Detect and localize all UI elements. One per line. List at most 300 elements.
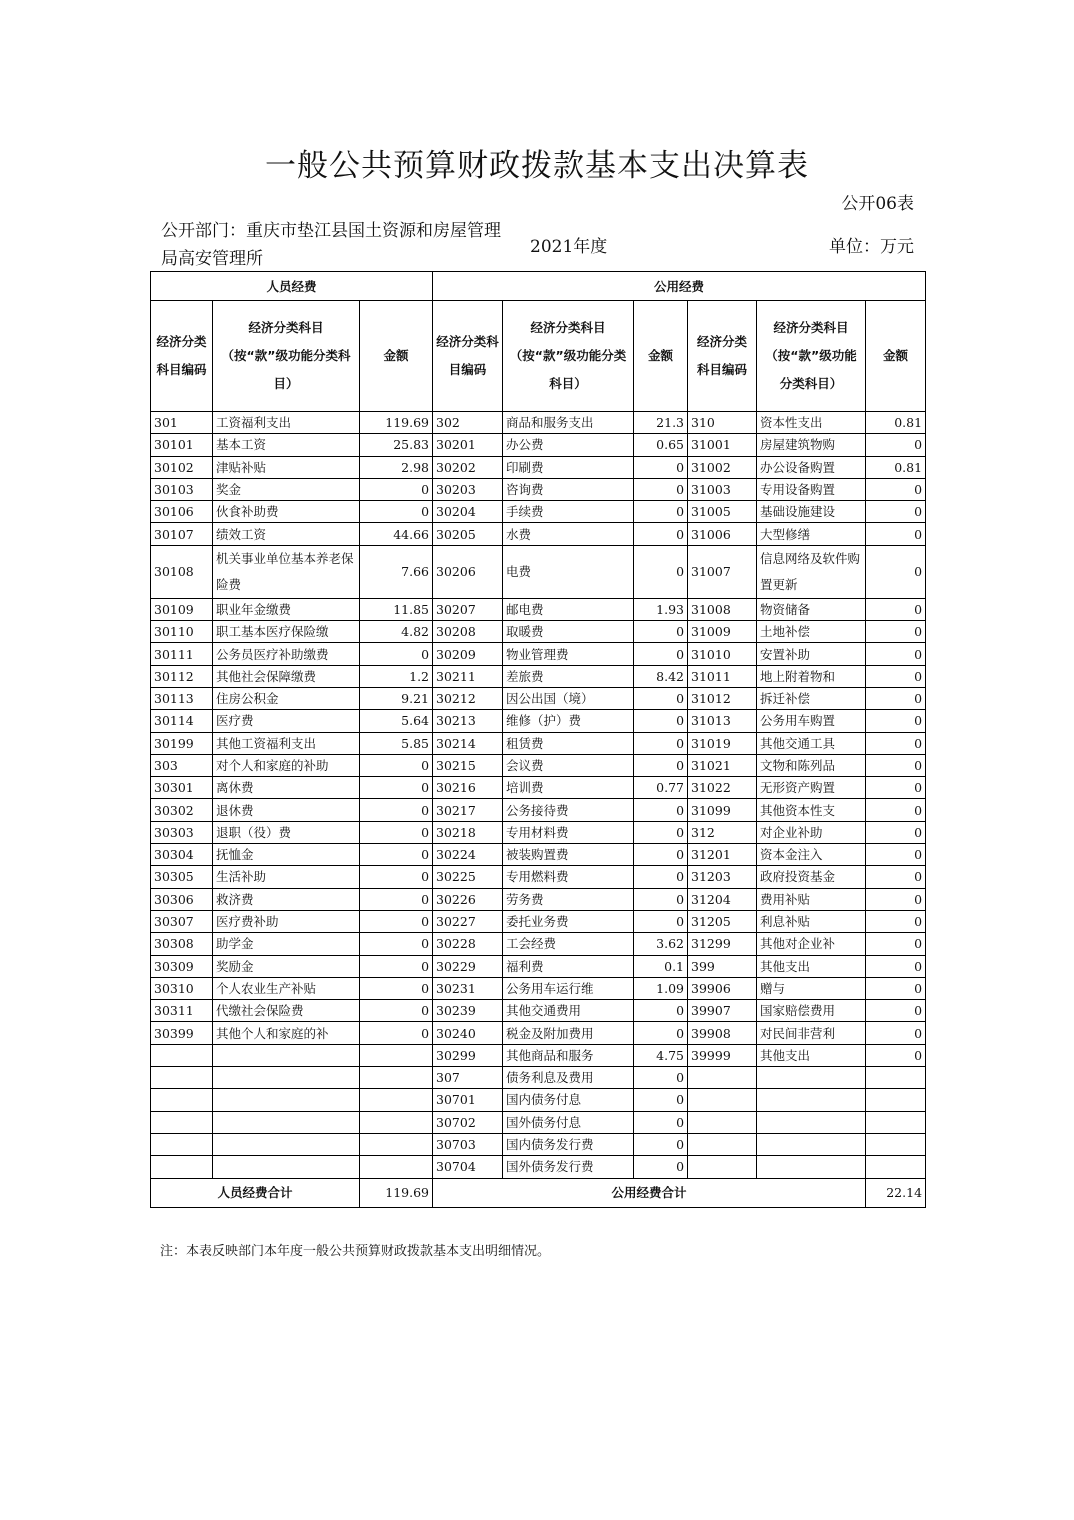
name-cell: 文物和陈列品 bbox=[757, 754, 866, 776]
name-cell: 职工基本医疗保险缴 bbox=[213, 621, 360, 643]
code-cell: 31204 bbox=[688, 888, 757, 910]
code-cell: 31203 bbox=[688, 866, 757, 888]
name-cell: 其他商品和服务 bbox=[503, 1044, 634, 1066]
code-cell: 30229 bbox=[433, 955, 503, 977]
amount-cell: 0 bbox=[360, 478, 433, 500]
name-cell: 商品和服务支出 bbox=[503, 412, 634, 434]
name-cell: 印刷费 bbox=[503, 456, 634, 478]
amount-cell: 0 bbox=[634, 799, 688, 821]
table-row bbox=[151, 710, 926, 732]
amount-cell: 0 bbox=[866, 977, 926, 999]
name-cell: 会议费 bbox=[503, 754, 634, 776]
name-cell: 土地补偿 bbox=[757, 621, 866, 643]
amount-cell: 0 bbox=[866, 687, 926, 709]
name-cell: 税金及附加费用 bbox=[503, 1022, 634, 1044]
table-row bbox=[151, 687, 926, 709]
amount-cell: 0 bbox=[360, 933, 433, 955]
table-row bbox=[151, 888, 926, 910]
amount-cell bbox=[866, 1111, 926, 1133]
code-cell bbox=[151, 1111, 213, 1133]
amount-cell: 0 bbox=[634, 1022, 688, 1044]
name-cell: 生活补助 bbox=[213, 866, 360, 888]
code-cell: 30399 bbox=[151, 1022, 213, 1044]
amount-cell: 0 bbox=[634, 844, 688, 866]
header-name: 经济分类科目（按“款”级功能分类科目） bbox=[503, 301, 634, 412]
code-cell: 30110 bbox=[151, 621, 213, 643]
name-cell: 福利费 bbox=[503, 955, 634, 977]
name-cell: 代缴社会保险费 bbox=[213, 1000, 360, 1022]
amount-cell bbox=[360, 1067, 433, 1089]
amount-cell: 0 bbox=[360, 844, 433, 866]
code-cell: 301 bbox=[151, 412, 213, 434]
name-cell: 专用设备购置 bbox=[757, 478, 866, 500]
amount-cell: 0 bbox=[866, 754, 926, 776]
amount-cell: 1.09 bbox=[634, 977, 688, 999]
name-cell: 对企业补助 bbox=[757, 821, 866, 843]
code-cell: 30231 bbox=[433, 977, 503, 999]
code-cell: 30213 bbox=[433, 710, 503, 732]
amount-cell: 0 bbox=[866, 777, 926, 799]
name-cell: 费用补贴 bbox=[757, 888, 866, 910]
amount-cell: 0 bbox=[634, 1156, 688, 1178]
name-cell: 维修（护）费 bbox=[503, 710, 634, 732]
table-row bbox=[151, 955, 926, 977]
amount-cell: 0 bbox=[866, 523, 926, 545]
amount-cell: 0 bbox=[866, 888, 926, 910]
amount-cell bbox=[866, 1156, 926, 1178]
amount-cell: 0 bbox=[360, 1022, 433, 1044]
name-cell: 手续费 bbox=[503, 501, 634, 523]
name-cell: 个人农业生产补贴 bbox=[213, 977, 360, 999]
public-total-label: 公用经费合计 bbox=[433, 1178, 866, 1207]
code-cell: 30701 bbox=[433, 1089, 503, 1111]
header-name: 经济分类科目（按“款”级功能分类科目） bbox=[757, 301, 866, 412]
name-cell: 其他资本性支 bbox=[757, 799, 866, 821]
name-cell: 津贴补贴 bbox=[213, 456, 360, 478]
code-cell: 39999 bbox=[688, 1044, 757, 1066]
name-cell: 绩效工资 bbox=[213, 523, 360, 545]
name-cell bbox=[757, 1089, 866, 1111]
name-cell: 国外债务付息 bbox=[503, 1111, 634, 1133]
name-cell: 公务接待费 bbox=[503, 799, 634, 821]
code-cell: 399 bbox=[688, 955, 757, 977]
name-cell: 赠与 bbox=[757, 977, 866, 999]
code-cell: 31201 bbox=[688, 844, 757, 866]
code-cell: 30702 bbox=[433, 1111, 503, 1133]
code-cell: 30226 bbox=[433, 888, 503, 910]
fiscal-year: 2021年度 bbox=[530, 237, 608, 257]
name-cell: 物业管理费 bbox=[503, 643, 634, 665]
footnote: 注：本表反映部门本年度一般公共预算财政拨款基本支出明细情况。 bbox=[160, 1244, 551, 1259]
table-row bbox=[151, 910, 926, 932]
amount-cell: 5.64 bbox=[360, 710, 433, 732]
amount-cell: 0 bbox=[634, 523, 688, 545]
amount-cell: 0 bbox=[634, 1133, 688, 1155]
code-cell bbox=[688, 1089, 757, 1111]
header-amount: 金额 bbox=[634, 301, 688, 412]
name-cell: 差旅费 bbox=[503, 665, 634, 687]
amount-cell: 0 bbox=[360, 910, 433, 932]
amount-cell: 0 bbox=[866, 821, 926, 843]
code-cell: 30224 bbox=[433, 844, 503, 866]
name-cell: 其他工资福利支出 bbox=[213, 732, 360, 754]
amount-cell: 0 bbox=[360, 777, 433, 799]
personnel-total-label: 人员经费合计 bbox=[151, 1178, 360, 1207]
amount-cell: 0 bbox=[360, 754, 433, 776]
code-cell: 307 bbox=[433, 1067, 503, 1089]
table-row bbox=[151, 598, 926, 620]
code-cell: 30216 bbox=[433, 777, 503, 799]
amount-cell bbox=[866, 1133, 926, 1155]
amount-cell bbox=[866, 1067, 926, 1089]
name-cell: 因公出国（境） bbox=[503, 687, 634, 709]
code-cell bbox=[151, 1044, 213, 1066]
code-cell: 30228 bbox=[433, 933, 503, 955]
amount-cell: 44.66 bbox=[360, 523, 433, 545]
name-cell: 救济费 bbox=[213, 888, 360, 910]
code-cell: 30303 bbox=[151, 821, 213, 843]
name-cell: 其他支出 bbox=[757, 955, 866, 977]
amount-cell: 0 bbox=[634, 888, 688, 910]
page-title: 一般公共预算财政拨款基本支出决算表 bbox=[265, 148, 809, 184]
name-cell: 对个人和家庭的补助 bbox=[213, 754, 360, 776]
amount-cell: 0.1 bbox=[634, 955, 688, 977]
code-cell: 30704 bbox=[433, 1156, 503, 1178]
amount-cell: 0 bbox=[866, 710, 926, 732]
code-cell: 31002 bbox=[688, 456, 757, 478]
amount-cell: 2.98 bbox=[360, 456, 433, 478]
amount-cell: 0 bbox=[866, 1022, 926, 1044]
amount-cell: 0 bbox=[866, 501, 926, 523]
code-cell: 30310 bbox=[151, 977, 213, 999]
amount-cell: 0 bbox=[634, 1067, 688, 1089]
amount-cell: 0 bbox=[634, 710, 688, 732]
code-cell: 31006 bbox=[688, 523, 757, 545]
name-cell: 劳务费 bbox=[503, 888, 634, 910]
amount-cell: 0 bbox=[866, 866, 926, 888]
public-total-amount: 22.14 bbox=[866, 1178, 926, 1207]
code-cell: 30112 bbox=[151, 665, 213, 687]
code-cell: 30206 bbox=[433, 545, 503, 598]
amount-cell: 0 bbox=[634, 866, 688, 888]
table-row bbox=[151, 1067, 926, 1089]
name-cell: 政府投资基金 bbox=[757, 866, 866, 888]
amount-cell: 0 bbox=[866, 643, 926, 665]
name-cell: 房屋建筑物购 bbox=[757, 434, 866, 456]
name-cell: 培训费 bbox=[503, 777, 634, 799]
table-row bbox=[151, 456, 926, 478]
amount-cell: 0 bbox=[866, 933, 926, 955]
amount-cell: 4.82 bbox=[360, 621, 433, 643]
amount-cell: 0 bbox=[634, 456, 688, 478]
amount-cell: 0 bbox=[866, 1000, 926, 1022]
amount-cell: 0 bbox=[634, 732, 688, 754]
code-cell: 30107 bbox=[151, 523, 213, 545]
table-row bbox=[151, 412, 926, 434]
code-cell: 31010 bbox=[688, 643, 757, 665]
code-cell: 31299 bbox=[688, 933, 757, 955]
code-cell: 30205 bbox=[433, 523, 503, 545]
name-cell: 办公费 bbox=[503, 434, 634, 456]
amount-cell: 0 bbox=[360, 888, 433, 910]
amount-cell: 0 bbox=[866, 844, 926, 866]
name-cell: 工资福利支出 bbox=[213, 412, 360, 434]
header-amount: 金额 bbox=[360, 301, 433, 412]
code-cell: 30202 bbox=[433, 456, 503, 478]
name-cell: 职业年金缴费 bbox=[213, 598, 360, 620]
name-cell: 其他对企业补 bbox=[757, 933, 866, 955]
name-cell: 水费 bbox=[503, 523, 634, 545]
table-row bbox=[151, 1089, 926, 1111]
amount-cell: 0.65 bbox=[634, 434, 688, 456]
table-row bbox=[151, 523, 926, 545]
amount-cell: 0 bbox=[360, 1000, 433, 1022]
amount-cell: 4.75 bbox=[634, 1044, 688, 1066]
code-cell: 30204 bbox=[433, 501, 503, 523]
name-cell bbox=[757, 1156, 866, 1178]
amount-cell: 0 bbox=[360, 643, 433, 665]
code-cell: 30199 bbox=[151, 732, 213, 754]
code-cell: 30305 bbox=[151, 866, 213, 888]
name-cell bbox=[213, 1067, 360, 1089]
code-cell: 30106 bbox=[151, 501, 213, 523]
code-cell: 39906 bbox=[688, 977, 757, 999]
name-cell: 伙食补助费 bbox=[213, 501, 360, 523]
amount-cell: 119.69 bbox=[360, 412, 433, 434]
table-row bbox=[151, 1022, 926, 1044]
code-cell: 30227 bbox=[433, 910, 503, 932]
amount-cell: 0 bbox=[634, 1000, 688, 1022]
amount-cell: 7.66 bbox=[360, 545, 433, 598]
header-code: 经济分类科目编码 bbox=[151, 301, 213, 412]
table-row bbox=[151, 799, 926, 821]
code-cell: 31011 bbox=[688, 665, 757, 687]
code-cell: 310 bbox=[688, 412, 757, 434]
code-cell: 30309 bbox=[151, 955, 213, 977]
amount-cell: 0 bbox=[360, 977, 433, 999]
code-cell: 30111 bbox=[151, 643, 213, 665]
amount-cell bbox=[360, 1133, 433, 1155]
name-cell: 退职（役）费 bbox=[213, 821, 360, 843]
name-cell bbox=[757, 1067, 866, 1089]
code-cell: 30215 bbox=[433, 754, 503, 776]
code-cell: 30101 bbox=[151, 434, 213, 456]
code-cell: 30218 bbox=[433, 821, 503, 843]
code-cell bbox=[688, 1067, 757, 1089]
code-cell: 31001 bbox=[688, 434, 757, 456]
amount-cell: 0 bbox=[634, 754, 688, 776]
name-cell: 无形资产购置 bbox=[757, 777, 866, 799]
code-cell: 30225 bbox=[433, 866, 503, 888]
name-cell: 公务用车运行维 bbox=[503, 977, 634, 999]
amount-cell bbox=[360, 1044, 433, 1066]
name-cell: 离休费 bbox=[213, 777, 360, 799]
code-cell: 39907 bbox=[688, 1000, 757, 1022]
code-cell: 30299 bbox=[433, 1044, 503, 1066]
name-cell: 其他交通工具 bbox=[757, 732, 866, 754]
name-cell: 信息网络及软件购置更新 bbox=[757, 545, 866, 598]
amount-cell: 0.81 bbox=[866, 412, 926, 434]
amount-cell: 8.42 bbox=[634, 665, 688, 687]
name-cell: 安置补助 bbox=[757, 643, 866, 665]
table-row bbox=[151, 732, 926, 754]
amount-cell bbox=[866, 1089, 926, 1111]
amount-cell: 9.21 bbox=[360, 687, 433, 709]
amount-cell: 0 bbox=[634, 1089, 688, 1111]
amount-cell: 0.81 bbox=[866, 456, 926, 478]
code-cell: 31007 bbox=[688, 545, 757, 598]
name-cell: 大型修缮 bbox=[757, 523, 866, 545]
name-cell: 被装购置费 bbox=[503, 844, 634, 866]
code-cell: 31008 bbox=[688, 598, 757, 620]
name-cell bbox=[213, 1133, 360, 1155]
code-cell: 31021 bbox=[688, 754, 757, 776]
amount-cell: 0 bbox=[634, 501, 688, 523]
amount-cell: 0 bbox=[866, 621, 926, 643]
name-cell: 其他社会保障缴费 bbox=[213, 665, 360, 687]
amount-cell: 0 bbox=[360, 501, 433, 523]
amount-cell: 5.85 bbox=[360, 732, 433, 754]
code-cell: 30209 bbox=[433, 643, 503, 665]
amount-cell: 0.77 bbox=[634, 777, 688, 799]
expenditure-table bbox=[150, 271, 926, 1208]
amount-cell: 0 bbox=[634, 621, 688, 643]
code-cell: 30240 bbox=[433, 1022, 503, 1044]
amount-cell: 1.2 bbox=[360, 665, 433, 687]
code-cell: 30239 bbox=[433, 1000, 503, 1022]
amount-cell: 0 bbox=[360, 866, 433, 888]
code-cell: 31099 bbox=[688, 799, 757, 821]
table-row bbox=[151, 478, 926, 500]
code-cell: 30307 bbox=[151, 910, 213, 932]
code-cell: 30703 bbox=[433, 1133, 503, 1155]
amount-cell: 3.62 bbox=[634, 933, 688, 955]
name-cell: 公务用车购置 bbox=[757, 710, 866, 732]
name-cell: 国内债务付息 bbox=[503, 1089, 634, 1111]
amount-cell: 0 bbox=[360, 799, 433, 821]
table-row bbox=[151, 1133, 926, 1155]
table-row bbox=[151, 866, 926, 888]
amount-cell: 21.3 bbox=[634, 412, 688, 434]
code-cell bbox=[151, 1133, 213, 1155]
name-cell: 基本工资 bbox=[213, 434, 360, 456]
code-cell: 30214 bbox=[433, 732, 503, 754]
table-row bbox=[151, 1000, 926, 1022]
amount-cell bbox=[360, 1111, 433, 1133]
currency-unit: 单位：万元 bbox=[829, 237, 914, 257]
name-cell: 奖金 bbox=[213, 478, 360, 500]
amount-cell: 0 bbox=[634, 1111, 688, 1133]
name-cell: 专用燃料费 bbox=[503, 866, 634, 888]
name-cell: 债务利息及费用 bbox=[503, 1067, 634, 1089]
code-cell bbox=[688, 1111, 757, 1133]
header-name: 经济分类科目（按“款”级功能分类科目） bbox=[213, 301, 360, 412]
code-cell: 30201 bbox=[433, 434, 503, 456]
name-cell: 助学金 bbox=[213, 933, 360, 955]
code-cell bbox=[151, 1156, 213, 1178]
amount-cell: 0 bbox=[866, 1044, 926, 1066]
table-row bbox=[151, 821, 926, 843]
amount-cell: 0 bbox=[634, 545, 688, 598]
name-cell: 机关事业单位基本养老保险费 bbox=[213, 545, 360, 598]
amount-cell: 0 bbox=[866, 910, 926, 932]
amount-cell: 0 bbox=[866, 545, 926, 598]
code-cell: 30108 bbox=[151, 545, 213, 598]
code-cell: 30302 bbox=[151, 799, 213, 821]
name-cell: 电费 bbox=[503, 545, 634, 598]
table-number: 公开06表 bbox=[841, 194, 914, 214]
name-cell: 国内债务发行费 bbox=[503, 1133, 634, 1155]
amount-cell: 0 bbox=[634, 687, 688, 709]
name-cell bbox=[757, 1111, 866, 1133]
personnel-total-amount: 119.69 bbox=[360, 1178, 433, 1207]
name-cell: 邮电费 bbox=[503, 598, 634, 620]
section-personnel: 人员经费 bbox=[151, 272, 433, 301]
name-cell: 地上附着物和 bbox=[757, 665, 866, 687]
name-cell: 医疗费补助 bbox=[213, 910, 360, 932]
amount-cell: 0 bbox=[360, 821, 433, 843]
amount-cell: 0 bbox=[866, 799, 926, 821]
code-cell: 31205 bbox=[688, 910, 757, 932]
name-cell: 其他交通费用 bbox=[503, 1000, 634, 1022]
code-cell: 30304 bbox=[151, 844, 213, 866]
code-cell: 30102 bbox=[151, 456, 213, 478]
code-cell: 30114 bbox=[151, 710, 213, 732]
name-cell bbox=[213, 1111, 360, 1133]
table-row bbox=[151, 1044, 926, 1066]
column-header-row bbox=[151, 301, 926, 412]
section-public: 公用经费 bbox=[433, 272, 926, 301]
name-cell: 医疗费 bbox=[213, 710, 360, 732]
code-cell bbox=[688, 1133, 757, 1155]
table-row bbox=[151, 1156, 926, 1178]
code-cell: 30207 bbox=[433, 598, 503, 620]
table-row bbox=[151, 434, 926, 456]
header-code: 经济分类科目编码 bbox=[688, 301, 757, 412]
name-cell: 国家赔偿费用 bbox=[757, 1000, 866, 1022]
code-cell bbox=[151, 1089, 213, 1111]
amount-cell: 0 bbox=[634, 478, 688, 500]
amount-cell: 0 bbox=[634, 821, 688, 843]
amount-cell: 0 bbox=[634, 910, 688, 932]
header-code: 经济分类科目编码 bbox=[433, 301, 503, 412]
name-cell bbox=[213, 1089, 360, 1111]
name-cell: 其他支出 bbox=[757, 1044, 866, 1066]
code-cell: 30211 bbox=[433, 665, 503, 687]
name-cell: 利息补贴 bbox=[757, 910, 866, 932]
name-cell: 其他个人和家庭的补 bbox=[213, 1022, 360, 1044]
table-row bbox=[151, 844, 926, 866]
code-cell bbox=[151, 1067, 213, 1089]
code-cell: 30212 bbox=[433, 687, 503, 709]
amount-cell: 0 bbox=[866, 598, 926, 620]
name-cell bbox=[213, 1044, 360, 1066]
table-row bbox=[151, 643, 926, 665]
code-cell: 30311 bbox=[151, 1000, 213, 1022]
code-cell: 39908 bbox=[688, 1022, 757, 1044]
code-cell: 30203 bbox=[433, 478, 503, 500]
amount-cell: 0 bbox=[866, 732, 926, 754]
section-header-row bbox=[151, 272, 926, 301]
code-cell: 30308 bbox=[151, 933, 213, 955]
amount-cell: 25.83 bbox=[360, 434, 433, 456]
code-cell: 30217 bbox=[433, 799, 503, 821]
name-cell: 租赁费 bbox=[503, 732, 634, 754]
code-cell: 31022 bbox=[688, 777, 757, 799]
table-row bbox=[151, 933, 926, 955]
table-row bbox=[151, 777, 926, 799]
amount-cell: 0 bbox=[634, 643, 688, 665]
